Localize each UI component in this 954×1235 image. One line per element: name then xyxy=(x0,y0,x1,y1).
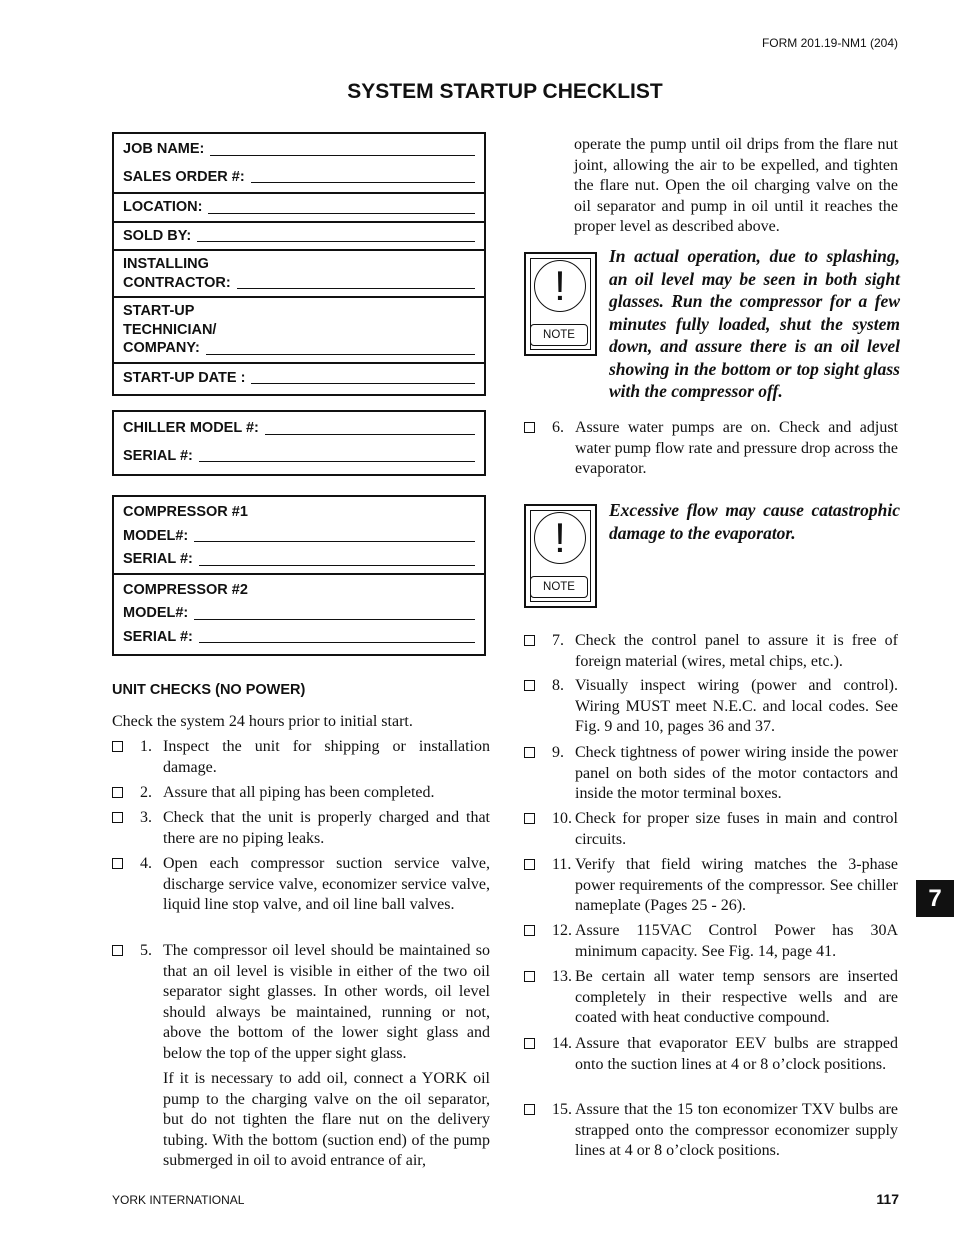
checkbox[interactable] xyxy=(524,680,535,691)
checkbox[interactable] xyxy=(524,422,535,433)
checkbox[interactable] xyxy=(112,945,123,956)
checkbox[interactable] xyxy=(112,787,123,798)
compressor-1-title: COMPRESSOR #1 xyxy=(123,504,248,520)
startup-date-field[interactable]: START-UP DATE : xyxy=(123,369,475,388)
section-intro: Check the system 24 hours prior to initial start. xyxy=(112,713,413,730)
checkbox[interactable] xyxy=(524,925,535,936)
location-field[interactable]: LOCATION: xyxy=(123,198,475,217)
exclamation-icon: ! xyxy=(534,512,586,564)
exclamation-icon: ! xyxy=(534,260,586,312)
checkbox[interactable] xyxy=(524,1104,535,1115)
job-name-field[interactable]: JOB NAME: xyxy=(123,140,475,159)
sold-by-field[interactable]: SOLD BY: xyxy=(123,227,475,246)
note-box-1 xyxy=(524,252,597,356)
item-5-continuation: operate the pump until oil drips from the flare nut joint, allowing the air to be expelled, and tighten the flare nut. Open the oil charging valve on the oil separator and pump in oil until it reaches the proper level as described above. xyxy=(574,136,898,236)
chiller-box xyxy=(112,410,486,476)
compressor-2-model-field[interactable]: MODEL#: xyxy=(123,604,475,623)
page-title: SYSTEM STARTUP CHECKLIST xyxy=(347,80,663,103)
job-info-box xyxy=(112,132,486,396)
compressor-1-model-field[interactable]: MODEL#: xyxy=(123,527,475,546)
checkbox[interactable] xyxy=(524,813,535,824)
checkbox[interactable] xyxy=(524,971,535,982)
chiller-serial-field[interactable]: SERIAL #: xyxy=(123,447,475,466)
note-label: NOTE xyxy=(530,324,588,346)
contractor-field[interactable]: CONTRACTOR: xyxy=(123,274,475,293)
installing-label: INSTALLING xyxy=(123,256,209,272)
startup-label: START-UP xyxy=(123,303,195,319)
checkbox[interactable] xyxy=(524,635,535,646)
checkbox[interactable] xyxy=(112,812,123,823)
note-box-2 xyxy=(524,504,597,608)
technician-label: TECHNICIAN/ xyxy=(123,321,217,338)
footer-company: YORK INTERNATIONAL xyxy=(112,1193,245,1207)
company-field[interactable]: COMPANY: xyxy=(123,339,475,358)
page-number: 117 xyxy=(876,1191,899,1207)
item-5-continued: If it is necessary to add oil, connect a YORK oil pump to the charging valve on the oil separator, but do not tighten the flare nut on the delivery tubing. With the bottom (suction end) of the pump submerged in oil to avoid entrance of air, xyxy=(163,1070,490,1170)
checkbox[interactable] xyxy=(524,859,535,870)
checkbox[interactable] xyxy=(112,858,123,869)
compressor-box xyxy=(112,495,486,656)
chiller-model-field[interactable]: CHILLER MODEL #: xyxy=(123,419,475,438)
checkbox[interactable] xyxy=(112,741,123,752)
checkbox[interactable] xyxy=(524,1038,535,1049)
compressor-2-title: COMPRESSOR #2 xyxy=(123,581,248,598)
compressor-1-serial-field[interactable]: SERIAL #: xyxy=(123,550,475,569)
note-label: NOTE xyxy=(530,576,588,598)
checkbox[interactable] xyxy=(524,747,535,758)
form-number: FORM 201.19-NM1 (204) xyxy=(761,36,898,50)
compressor-2-serial-field[interactable]: SERIAL #: xyxy=(123,628,475,647)
note-text-2: Excessive flow may cause catastrophic damage to the evaporator. xyxy=(609,500,900,543)
section-heading: UNIT CHECKS (NO POWER) xyxy=(112,682,306,698)
sales-order-field[interactable]: SALES ORDER #: xyxy=(123,168,475,187)
section-tab: 7 xyxy=(916,880,954,917)
note-text-1: In actual operation, due to splashing, an oil level may be seen in both sight glasses. Run the compressor for a few minutes fully loaded, shut the system down, and assure there is an oil level showing in the bottom or top sight glass with the compressor off. xyxy=(609,246,900,401)
